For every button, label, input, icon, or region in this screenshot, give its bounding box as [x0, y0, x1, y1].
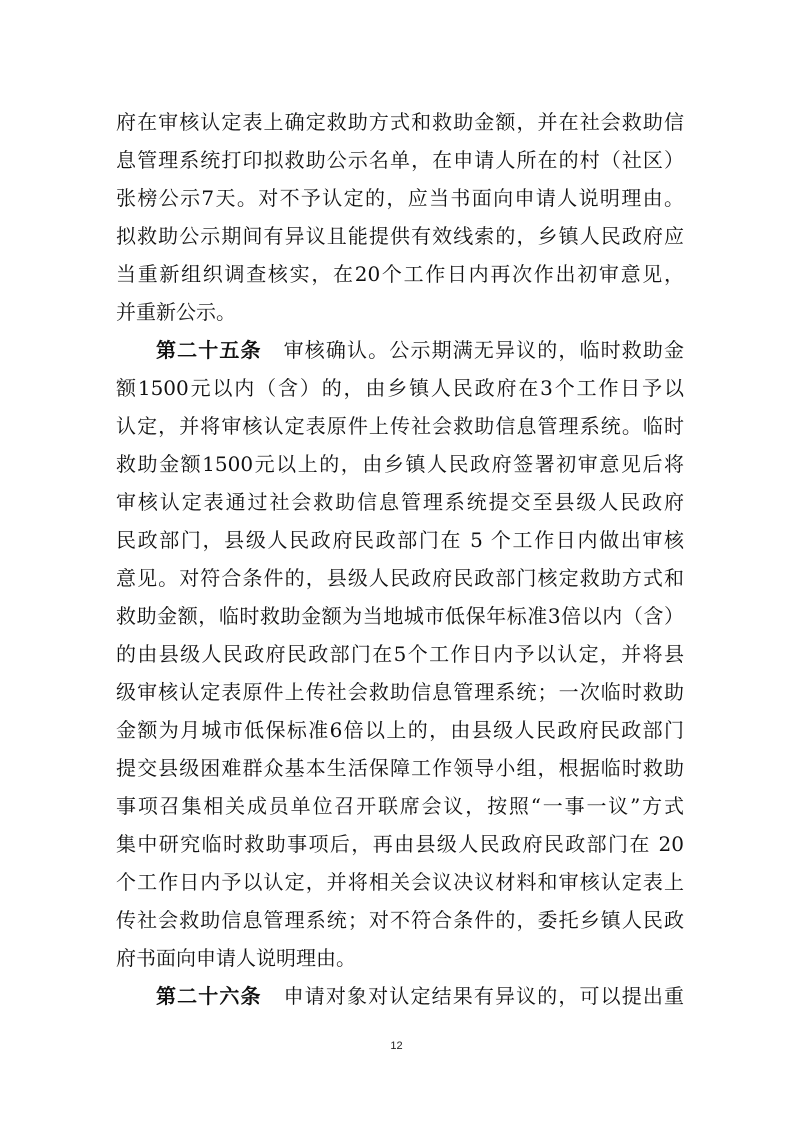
article-first-line: [116, 331, 684, 369]
text-line: 传社会救助信息管理系统；对不符合条件的，委托乡镇人民政: [116, 908, 684, 932]
text-line: 集中研究临时救助事项后，再由县级人民政府民政部门在 20: [116, 832, 684, 856]
text-line: 提交县级困难群众基本生活保障工作领导小组，根据临时救助: [116, 756, 684, 780]
text-line: 救助金额，临时救助金额为当地城市低保年标准3倍以内（含）: [116, 604, 684, 628]
article-number: 第二十五条: [156, 338, 262, 362]
text-line: 当重新组织调查核实，在20个工作日内再次作出初审意见，: [116, 262, 684, 286]
page-number: 12: [390, 1040, 403, 1052]
article-lead-text: 申请对象对认定结果有异议的，可以提出重: [283, 984, 685, 1008]
document-body: [116, 103, 684, 1015]
text-line: 府书面向申请人说明理由。: [116, 946, 356, 970]
text-line: 事项召集相关成员单位召开联席会议，按照“一事一议”方式: [116, 794, 684, 818]
text-line: 拟救助公示期间有异议且能提供有效线索的，乡镇人民政府应: [116, 224, 684, 248]
text-line: 的由县级人民政府民政部门在5个工作日内予以认定，并将县: [116, 642, 684, 666]
text-line: 并重新公示。: [116, 300, 236, 324]
text-line: 息管理系统打印拟救助公示名单，在申请人所在的村（社区）: [116, 148, 684, 172]
paragraph-1: [116, 103, 684, 331]
article-number: 第二十六条: [156, 984, 262, 1008]
text-line: 民政部门，县级人民政府民政部门在 5 个工作日内做出审核: [116, 528, 684, 552]
text-line: 级审核认定表原件上传社会救助信息管理系统；一次临时救助: [116, 680, 684, 704]
article-26: [116, 977, 684, 1015]
article-first-line: [116, 977, 684, 1015]
article-25: [116, 331, 684, 977]
article-lead-text: 审核确认。公示期满无异议的，临时救助金: [283, 338, 685, 362]
text-line: 府在审核认定表上确定救助方式和救助金额，并在社会救助信: [116, 110, 684, 134]
text-line: 审核认定表通过社会救助信息管理系统提交至县级人民政府: [116, 490, 684, 514]
text-line: 张榜公示7天。对不予认定的，应当书面向申请人说明理由。: [116, 186, 684, 210]
text-line: 认定，并将审核认定表原件上传社会救助信息管理系统。临时: [116, 414, 684, 438]
text-line: 金额为月城市低保标准6倍以上的，由县级人民政府民政部门: [116, 718, 684, 742]
text-line: 个工作日内予以认定，并将相关会议决议材料和审核认定表上: [116, 870, 684, 894]
text-line: 救助金额1500元以上的，由乡镇人民政府签署初审意见后将: [116, 452, 684, 476]
text-line: 意见。对符合条件的，县级人民政府民政部门核定救助方式和: [116, 566, 684, 590]
text-line: 额1500元以内（含）的，由乡镇人民政府在3个工作日予以: [116, 376, 684, 400]
